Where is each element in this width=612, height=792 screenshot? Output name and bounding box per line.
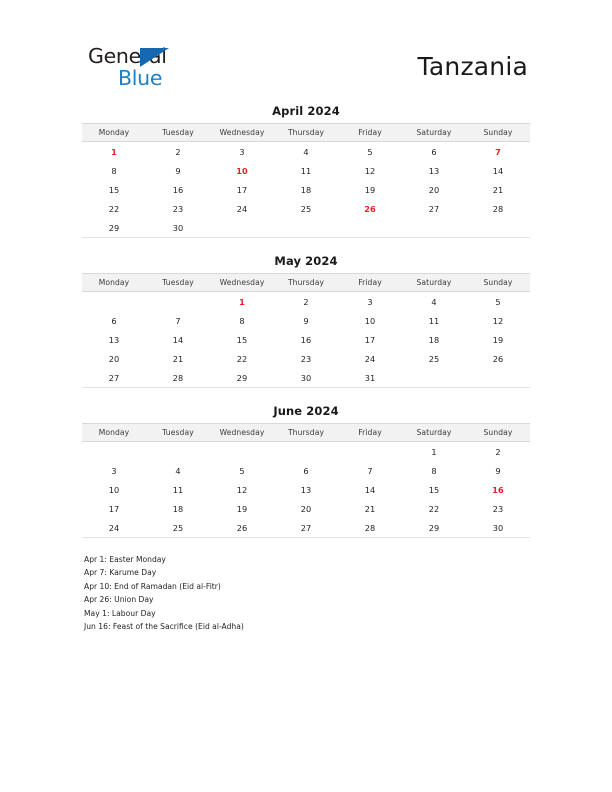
day-cell[interactable]: 27 (428, 203, 440, 214)
weekday-header-friday: Friday (338, 274, 402, 292)
calendar-week-row (82, 330, 530, 349)
logo-text-general: General (88, 44, 167, 68)
calendar-body (82, 442, 530, 538)
day-cell[interactable]: 28 (146, 368, 210, 388)
weekday-header-saturday: Saturday (402, 424, 466, 442)
weekday-header-tuesday: Tuesday (146, 424, 210, 442)
month-title: April 2024 (272, 104, 340, 118)
day-cell[interactable]: 7 (367, 465, 373, 476)
day-cell[interactable]: 11 (428, 315, 440, 326)
day-cell[interactable]: 15 (108, 184, 120, 195)
day-cell[interactable]: 14 (172, 334, 184, 345)
day-cell-empty (210, 218, 274, 238)
day-cell[interactable]: 23 (172, 203, 184, 214)
weekday-header-thursday: Thursday (274, 424, 338, 442)
calendar-week-row (82, 311, 530, 330)
day-cell[interactable]: 23 (492, 503, 504, 514)
calendar-week-row (82, 368, 530, 388)
weekday-header-sunday: Sunday (466, 124, 530, 142)
day-cell[interactable]: 8 (111, 165, 117, 176)
page-title: Tanzania (417, 52, 528, 81)
day-cell[interactable]: 7 (175, 315, 181, 326)
holiday-legend-item: Jun 16: Feast of the Sacrifice (Eid al-Adha) (84, 622, 244, 632)
holiday-legend (84, 553, 524, 633)
day-cell[interactable]: 19 (364, 184, 376, 195)
day-cell[interactable]: 30 (274, 368, 338, 388)
calendar-week-row (82, 142, 530, 162)
day-cell-empty (466, 218, 530, 238)
day-cell[interactable]: 29 (402, 518, 466, 538)
weekday-header-wednesday: Wednesday (210, 424, 274, 442)
day-cell[interactable]: 15 (428, 484, 440, 495)
day-cell[interactable]: 18 (428, 334, 440, 345)
day-cell[interactable]: 12 (364, 165, 376, 176)
day-cell-holiday[interactable]: 26 (364, 203, 376, 214)
page-header (0, 0, 612, 100)
day-cell[interactable]: 27 (82, 368, 146, 388)
month-block-june (82, 404, 530, 538)
weekday-header-friday: Friday (338, 124, 402, 142)
weekday-header-sunday: Sunday (466, 274, 530, 292)
day-cell[interactable]: 17 (236, 184, 248, 195)
day-cell-empty (466, 368, 530, 388)
day-cell[interactable]: 24 (82, 518, 146, 538)
day-cell[interactable]: 26 (210, 518, 274, 538)
day-cell[interactable]: 19 (492, 334, 504, 345)
day-cell[interactable]: 14 (364, 484, 376, 495)
weekday-header-monday: Monday (82, 274, 146, 292)
logo-triangle-icon (140, 48, 169, 67)
day-cell[interactable]: 28 (338, 518, 402, 538)
day-cell[interactable]: 13 (428, 165, 440, 176)
day-cell[interactable]: 22 (108, 203, 120, 214)
month-block-april (82, 104, 530, 238)
calendar-week-row (82, 218, 530, 238)
day-cell[interactable]: 27 (274, 518, 338, 538)
day-cell[interactable]: 10 (364, 315, 376, 326)
day-cell[interactable]: 21 (364, 503, 376, 514)
day-cell-empty (210, 442, 274, 462)
day-cell[interactable]: 23 (300, 353, 312, 364)
day-cell-empty (82, 292, 146, 312)
weekday-header-row (82, 124, 530, 142)
day-cell[interactable]: 16 (172, 184, 184, 195)
day-cell[interactable]: 29 (82, 218, 146, 238)
day-cell[interactable]: 15 (236, 334, 248, 345)
holiday-legend-item: Apr 1: Easter Monday (84, 555, 166, 564)
day-cell-holiday[interactable]: 7 (495, 146, 501, 157)
calendar-table-may (82, 273, 530, 388)
calendar-week-row (82, 480, 530, 499)
day-cell-empty (146, 292, 210, 312)
day-cell[interactable]: 16 (300, 334, 312, 345)
holiday-legend-item: Apr 7: Karume Day (84, 568, 157, 578)
calendar-week-row (82, 199, 530, 218)
day-cell[interactable]: 6 (111, 315, 117, 326)
day-cell[interactable]: 13 (108, 334, 120, 345)
day-cell[interactable]: 6 (303, 465, 309, 476)
day-cell[interactable]: 8 (431, 465, 437, 476)
day-cell[interactable]: 30 (466, 518, 530, 538)
day-cell[interactable]: 4 (303, 146, 309, 157)
day-cell[interactable]: 5 (367, 146, 373, 157)
day-cell-holiday[interactable]: 1 (239, 296, 245, 307)
day-cell[interactable]: 4 (175, 465, 181, 476)
day-cell[interactable]: 20 (428, 184, 440, 195)
day-cell[interactable]: 2 (175, 146, 181, 157)
weekday-header-sunday: Sunday (466, 424, 530, 442)
day-cell[interactable]: 28 (492, 203, 504, 214)
day-cell-holiday[interactable]: 1 (111, 146, 117, 157)
day-cell-empty (338, 218, 402, 238)
day-cell[interactable]: 5 (239, 465, 245, 476)
day-cell[interactable]: 3 (367, 296, 373, 307)
day-cell[interactable]: 31 (338, 368, 402, 388)
holiday-legend-item: Apr 10: End of Ramadan (Eid al-Fitr) (84, 581, 221, 591)
day-cell[interactable]: 20 (300, 503, 312, 514)
day-cell-empty (82, 442, 146, 462)
day-cell[interactable]: 2 (303, 296, 309, 307)
day-cell[interactable]: 13 (300, 484, 312, 495)
weekday-header-wednesday: Wednesday (210, 274, 274, 292)
calendar-week-row (82, 518, 530, 538)
day-cell[interactable]: 9 (303, 315, 309, 326)
day-cell[interactable]: 24 (236, 203, 248, 214)
calendar-week-row (82, 461, 530, 480)
calendar-week-row (82, 292, 530, 312)
weekday-header-tuesday: Tuesday (146, 124, 210, 142)
calendar-week-row (82, 442, 530, 462)
weekday-header-friday: Friday (338, 424, 402, 442)
calendar-table-june (82, 423, 530, 538)
day-cell[interactable]: 9 (495, 465, 501, 476)
day-cell[interactable]: 2 (495, 446, 501, 457)
day-cell[interactable]: 12 (236, 484, 248, 495)
general-blue-logo (88, 44, 218, 90)
weekday-header-row (82, 274, 530, 292)
calendar-week-row (82, 349, 530, 368)
day-cell[interactable]: 25 (428, 353, 440, 364)
day-cell[interactable]: 26 (492, 353, 504, 364)
day-cell[interactable]: 12 (492, 315, 504, 326)
day-cell[interactable]: 9 (175, 165, 181, 176)
weekday-header-thursday: Thursday (274, 124, 338, 142)
weekday-header-saturday: Saturday (402, 274, 466, 292)
weekday-header-saturday: Saturday (402, 124, 466, 142)
day-cell[interactable]: 6 (431, 146, 437, 157)
month-block-may (82, 254, 530, 388)
day-cell[interactable]: 5 (495, 296, 501, 307)
month-title: May 2024 (274, 254, 338, 268)
day-cell-empty (146, 442, 210, 462)
weekday-header-wednesday: Wednesday (210, 124, 274, 142)
day-cell[interactable]: 3 (111, 465, 117, 476)
month-title: June 2024 (273, 404, 339, 418)
weekday-header-row (82, 424, 530, 442)
day-cell[interactable]: 19 (236, 503, 248, 514)
day-cell[interactable]: 21 (172, 353, 184, 364)
calendar-body (82, 142, 530, 238)
day-cell[interactable]: 25 (146, 518, 210, 538)
day-cell[interactable]: 21 (492, 184, 504, 195)
calendar-table-april (82, 123, 530, 238)
logo-text-blue: Blue (118, 66, 163, 90)
day-cell-empty (338, 442, 402, 462)
weekday-header-monday: Monday (82, 124, 146, 142)
day-cell[interactable]: 17 (364, 334, 376, 345)
day-cell[interactable]: 29 (210, 368, 274, 388)
day-cell[interactable]: 25 (300, 203, 312, 214)
calendar-week-row (82, 499, 530, 518)
day-cell[interactable]: 22 (428, 503, 440, 514)
calendar-week-row (82, 180, 530, 199)
weekday-header-monday: Monday (82, 424, 146, 442)
day-cell[interactable]: 1 (431, 446, 437, 457)
day-cell[interactable]: 8 (239, 315, 245, 326)
day-cell[interactable]: 18 (300, 184, 312, 195)
weekday-header-thursday: Thursday (274, 274, 338, 292)
day-cell[interactable]: 24 (364, 353, 376, 364)
day-cell-empty (274, 442, 338, 462)
day-cell[interactable]: 17 (108, 503, 120, 514)
holiday-legend-item: Apr 26: Union Day (84, 595, 154, 605)
weekday-header-tuesday: Tuesday (146, 274, 210, 292)
day-cell-empty (274, 218, 338, 238)
day-cell[interactable]: 11 (300, 165, 312, 176)
day-cell-holiday[interactable]: 10 (236, 165, 248, 176)
day-cell-empty (402, 218, 466, 238)
day-cell[interactable]: 4 (431, 296, 437, 307)
day-cell[interactable]: 22 (236, 353, 248, 364)
day-cell[interactable]: 14 (492, 165, 504, 176)
day-cell[interactable]: 20 (108, 353, 120, 364)
holiday-legend-item: May 1: Labour Day (84, 608, 156, 618)
day-cell-empty (402, 368, 466, 388)
day-cell-holiday[interactable]: 16 (492, 484, 504, 495)
day-cell[interactable]: 18 (172, 503, 184, 514)
calendar-body (82, 292, 530, 388)
calendar-week-row (82, 161, 530, 180)
day-cell[interactable]: 11 (172, 484, 184, 495)
day-cell[interactable]: 30 (146, 218, 210, 238)
day-cell[interactable]: 3 (239, 146, 245, 157)
day-cell[interactable]: 10 (108, 484, 120, 495)
